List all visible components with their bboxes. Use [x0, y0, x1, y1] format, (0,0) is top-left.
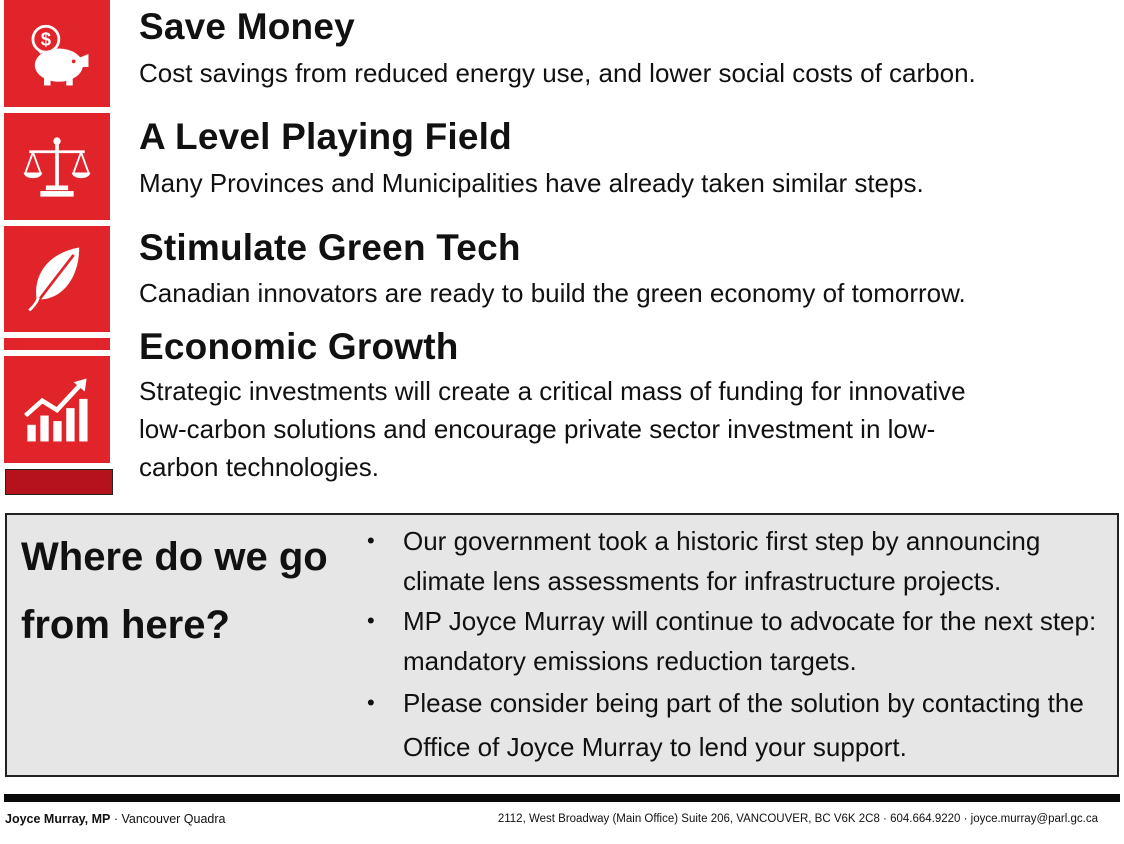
level-field-icon-box — [4, 113, 110, 220]
next-steps-panel — [5, 513, 1119, 777]
green-tech-description: Canadian innovators are ready to build the green economy of tomorrow. — [139, 278, 966, 308]
green-tech-icon-box — [4, 226, 110, 332]
piggy-bank-icon — [20, 17, 94, 91]
next-step-text: MP Joyce Murray will continue to advocate for the next step: mandatory emissions reduction targets. — [403, 606, 1097, 676]
svg-text:$: $ — [40, 28, 52, 50]
next-step-item — [367, 601, 1107, 681]
footer-name: Joyce Murray, MP — [5, 812, 111, 826]
footer-identity — [5, 812, 225, 826]
save-money-description: Cost savings from reduced energy use, and lower social costs of carbon. — [139, 58, 976, 88]
footer-contact: 2112, West Broadway (Main Office) Suite 206, VANCOUVER, BC V6K 2C8 · 604.664.9220 · joyce.murray@parl.gc.ca — [497, 813, 1098, 825]
leaf-icon — [20, 242, 94, 316]
next-step-text: Our government took a historic first step by announcing climate lens assessments for infrastructure projects. — [403, 526, 1041, 596]
economic-growth-title: Economic Growth — [139, 326, 459, 367]
scales-icon — [20, 130, 94, 204]
bullet-icon: • — [367, 608, 375, 633]
save-money-icon-box — [4, 0, 110, 107]
next-step-item — [367, 681, 1107, 769]
footer-riding: · Vancouver Quadra — [110, 812, 226, 826]
bullet-icon: • — [367, 690, 375, 715]
next-steps-list — [367, 521, 1107, 769]
next-steps-title: Where do we go from here? — [21, 535, 328, 647]
save-money-title: Save Money — [139, 6, 355, 47]
growth-chart-icon — [20, 373, 94, 447]
next-step-text: Please consider being part of the solution by contacting the Office of Joyce Murray to lend your support. — [403, 688, 1084, 762]
footer-rule — [4, 794, 1120, 802]
bullet-icon: • — [367, 528, 375, 553]
level-field-title: A Level Playing Field — [139, 116, 512, 157]
economic-growth-description: Strategic investments will create a critical mass of funding for innovative low-carbon solutions and encourage private sector investment in low-carbon technologies. — [139, 376, 966, 482]
divider-bar — [4, 338, 110, 350]
next-step-item — [367, 521, 1107, 601]
growth-icon-box — [4, 356, 110, 463]
accent-bar — [5, 469, 113, 495]
green-tech-title: Stimulate Green Tech — [139, 227, 521, 268]
level-field-description: Many Provinces and Municipalities have already taken similar steps. — [139, 168, 924, 198]
